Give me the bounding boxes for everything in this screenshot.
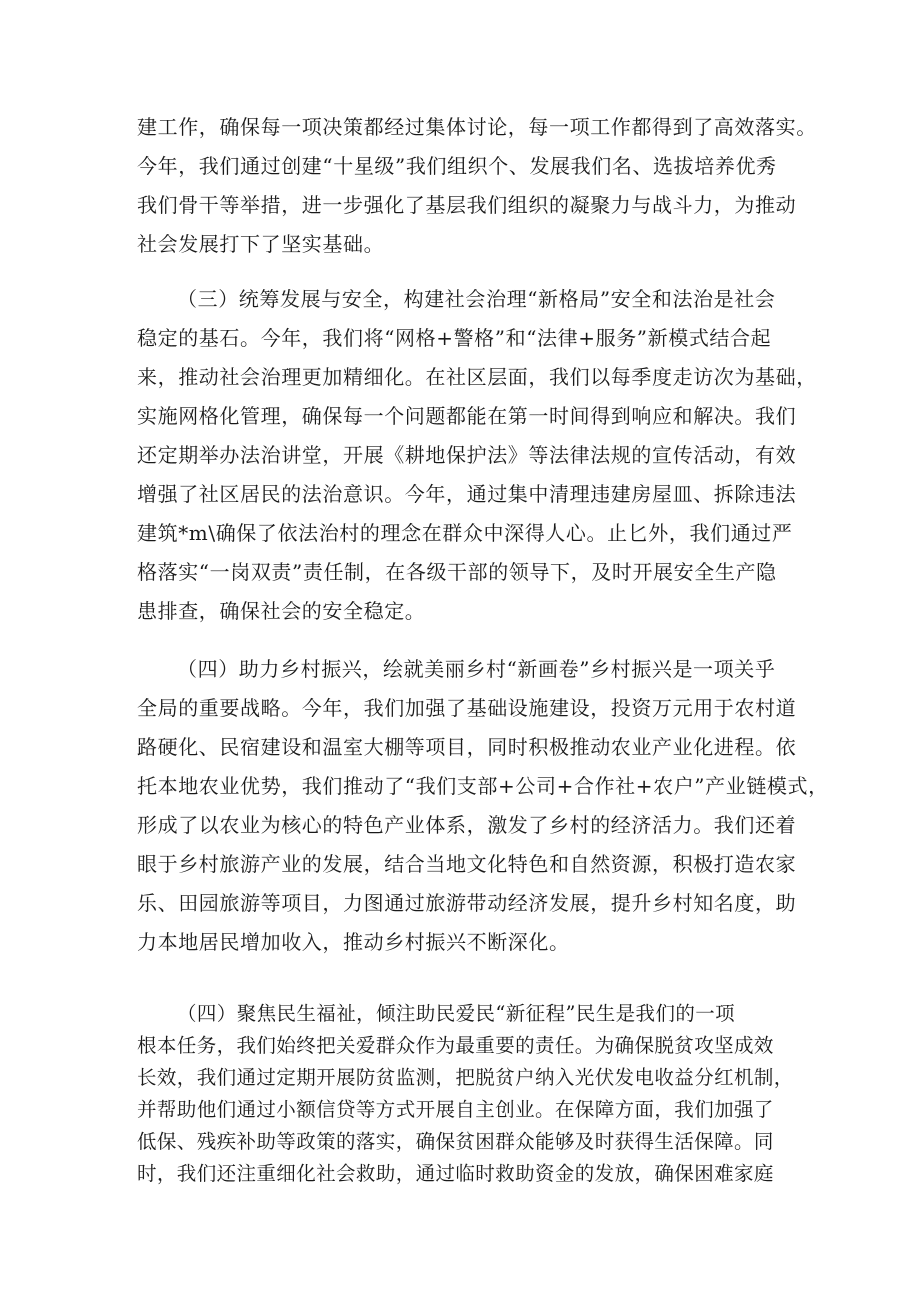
text-line: 眼于乡村旅游产业的发展，结合当地文化特色和自然资源，积极打造农家 xyxy=(137,852,797,876)
paragraph-party-building xyxy=(137,108,817,264)
text-line: 力本地居民增加收入，推动乡村振兴不断深化。 xyxy=(137,930,570,954)
text-line: 长效，我们通过定期开展防贫监测，把脱贫户纳入光伏发电收益分红机制， xyxy=(137,1066,794,1089)
text-line: 托本地农业优势，我们推动了“我们支部+公司+合作社+农户”产业链模式， xyxy=(137,774,829,798)
text-line: 患排查，确保社会的安全稳定。 xyxy=(137,599,426,623)
text-line: 建工作，确保每一项决策都经过集体讨论，每一项工作都得到了高效落实。 xyxy=(137,115,817,139)
text-line: 来，推动社会治理更加精细化。在社区层面，我们以每季度走访次为基础， xyxy=(137,365,817,389)
section-heading-line: （四）助力乡村振兴，绘就美丽乡村“新画卷”乡村振兴是一项关乎 xyxy=(177,657,776,681)
section-heading-line: （四）聚焦民生福祉，倾注助民爱民“新征程”民生是我们的一项 xyxy=(177,1002,736,1025)
text-line: 路硬化、民宿建设和温室大棚等项目，同时积极推动农业产业化进程。依 xyxy=(137,735,797,759)
text-line: 建筑*m\确保了依法治村的理念在群众中深得人心。止匕外，我们通过严 xyxy=(137,521,793,545)
text-line: 我们骨干等举措，进一步强化了基层我们组织的凝聚力与战斗力，为推动 xyxy=(137,193,797,217)
text-line: 社会发展打下了坚实基础。 xyxy=(137,232,385,256)
text-line: 稳定的基石。今年，我们将“网格+警格”和“法律+服务”新模式结合起 xyxy=(137,326,772,350)
text-line: 时，我们还注重细化社会救助，通过临时救助资金的发放，确保困难家庭 xyxy=(137,1162,774,1185)
text-line: 形成了以农业为核心的特色产业体系，激发了乡村的经济活力。我们还着 xyxy=(137,813,797,837)
paragraph-social-governance xyxy=(137,280,817,631)
paragraph-livelihood xyxy=(137,998,794,1190)
text-line: 还定期举办法治讲堂，开展《耕地保护法》等法律法规的宣传活动，有效 xyxy=(137,443,797,467)
text-line: 低保、残疾补助等政策的落实，确保贫困群众能够及时获得生活保障。同 xyxy=(137,1130,774,1153)
text-line: 根本任务，我们始终把关爱群众作为最重要的责任。为确保脱贫攻坚成效 xyxy=(137,1034,774,1057)
text-line: 并帮助他们通过小额信贷等方式开展自主创业。在保障方面，我们加强了 xyxy=(137,1098,774,1121)
text-line: 乐、田园旅游等项目，力图通过旅游带动经济发展，提升乡村知名度，助 xyxy=(137,891,797,915)
paragraph-rural-revitalization xyxy=(137,650,829,962)
text-line: 实施网格化管理，确保每一个问题都能在第一时间得到响应和解决。我们 xyxy=(137,404,797,428)
section-heading-line: （三）统筹发展与安全，构建社会治理“新格局”安全和法治是社会 xyxy=(177,287,776,311)
text-line: 全局的重要战略。今年，我们加强了基础设施建设，投资万元用于农村道 xyxy=(137,696,797,720)
text-line: 增强了社区居民的法治意识。今年，通过集中清理违建房屋皿、拆除违法 xyxy=(137,482,797,506)
text-line: 今年，我们通过创建“十星级”我们组织个、发展我们名、选拔培养优秀 xyxy=(137,154,777,178)
text-line: 格落实“一岗双责”责任制，在各级干部的领导下，及时开展安全生产隐 xyxy=(137,560,777,584)
